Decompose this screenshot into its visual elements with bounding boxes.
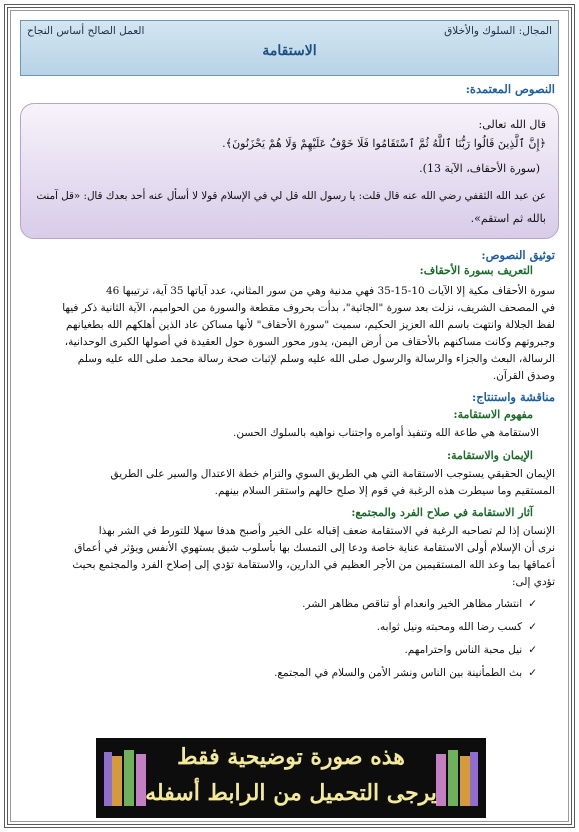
documentation-heading: توثيق النصوص: (481, 248, 555, 262)
check-icon: ✓ (528, 621, 537, 633)
check-icon: ✓ (528, 667, 537, 679)
faith-heading: الإيمان والاستقامة: (447, 449, 533, 462)
effects-line: تؤدي إلى: (512, 576, 555, 588)
doc-line: سورة الأحقاف مكية إلا الآيات 10-15-35 فهي مدنية وهي من سور المثاني، عدد آياتها 35 آية، ترتيبها 46 (105, 285, 555, 297)
banner-line-1: هذه صورة توضيحية فقط (177, 744, 405, 770)
effects-line: الإنسان إذا لم تصاحبه الرغبة في الاستقامة ضعف إقباله على الخير وأصبح هدفا سهلا للتورط في الشر بهذا (98, 525, 555, 537)
domain-label: المجال: السلوك والأخلاق (444, 25, 552, 37)
concept-text: الاستقامة هي طاعة الله وتنفيذ أوامره واجتناب نواهيه بالسلوك الحسن. (233, 427, 539, 439)
list-item: ✓انتشار مظاهر الخير وانعدام أو تناقص مظاهر الشر. (302, 598, 537, 610)
surah-intro-heading: التعريف بسورة الأحقاف: (419, 264, 533, 277)
verse-reference: (سورة الأحقاف، الآية 13). (419, 162, 540, 175)
doc-line: لفظ الجلالة وانتهت باسم الله العزيز الحكيم، سميت "سورة الأحقاف" لأنها مساكن عاد الذين أهلكهم الله بطغيانهم (65, 319, 555, 331)
lesson-header (20, 20, 559, 76)
analysis-heading: مناقشة واستنتاج: (471, 390, 555, 404)
effects-heading: آثار الاستقامة في صلاح الفرد والمجتمع: (351, 506, 533, 519)
texts-heading: النصوص المعتمدة: (465, 82, 555, 96)
topic-label: العمل الصالح أساس النجاح (27, 25, 145, 37)
quran-verse: ﴿إِنَّ ٱلَّذِينَ قَالُوا رَبُّنَا ٱللَّهُ ثُمَّ ٱسْتَقَامُوا فَلَا خَوْفٌ عَلَيْهِمْ وَلَا هُمْ يَحْزَنُونَ﴾. (222, 137, 546, 150)
concept-heading: مفهوم الاستقامة: (453, 408, 533, 421)
list-item: ✓نيل محبة الناس واحترامهم. (404, 644, 537, 656)
doc-line: وصدق القرآن. (492, 370, 555, 382)
border-flourish-icon (0, 0, 16, 832)
texts-box (20, 103, 559, 239)
lesson-title: الاستقامة (262, 43, 317, 59)
effects-line: نرى أن الإسلام أولى الاستقامة عناية خاصة ودعا إلى التمسك بها بأسلوب شيق يستهوي الأنفس ويؤثر في أعماق (74, 542, 555, 554)
faith-line: المستقيم وما سيطرت هذه الرغبة في قوم إلا صلح حالهم واستقر السلام بينهم. (214, 485, 555, 497)
preview-banner (96, 738, 486, 818)
hadith-line-2: بالله ثم استقم». (470, 212, 546, 225)
list-item: ✓كسب رضا الله ومحبته ونيل ثوابه. (376, 621, 537, 633)
effects-line: أعماقها بما وعد الله المستقيمين من الأجر العظيم في الدارين، والاستقامة تؤدي إلى إصلاح الفرد والمجتمع بحيث (72, 559, 555, 571)
quote-intro: قال الله تعالى: (478, 118, 546, 131)
doc-line: وجبروتهم وكانت مساكنهم بالأحقاف من أرض اليمن، يدور محور السورة حول العقيدة في أصولها الكبرى الوحدانية، (64, 336, 555, 348)
check-icon: ✓ (528, 644, 537, 656)
check-icon: ✓ (528, 598, 537, 610)
list-item: ✓بث الطمأنينة بين الناس ونشر الأمن والسلام في المجتمع. (274, 667, 537, 679)
hadith-line-1: عن عبد الله الثقفي رضي الله عنه قال قلت: يا رسول الله قل لي في الإسلام قولا لا أسأل عنه أحد بعدك قال: «قل آمنت (36, 190, 546, 202)
faith-line: الإيمان الحقيقي يستوجب الاستقامة التي هي الطريق السوي والتزام خطة الاعتدال والسير على الطريق (110, 468, 555, 480)
doc-line: الرسالة، البعث والجزاء والرسالة والرسول صلى الله عليه وسلم لإثبات صحة رسالة محمد صلى الله عليه وسلم (77, 353, 555, 365)
doc-line: في المصحف الشريف، نزلت بعد سورة "الجاثية"، بدأت بحروف مقطعة والسورة من الحواميم، الآية الثانية ذكر فيها (62, 302, 555, 314)
banner-line-2: يرجى التحميل من الرابط أسفله (145, 780, 437, 806)
